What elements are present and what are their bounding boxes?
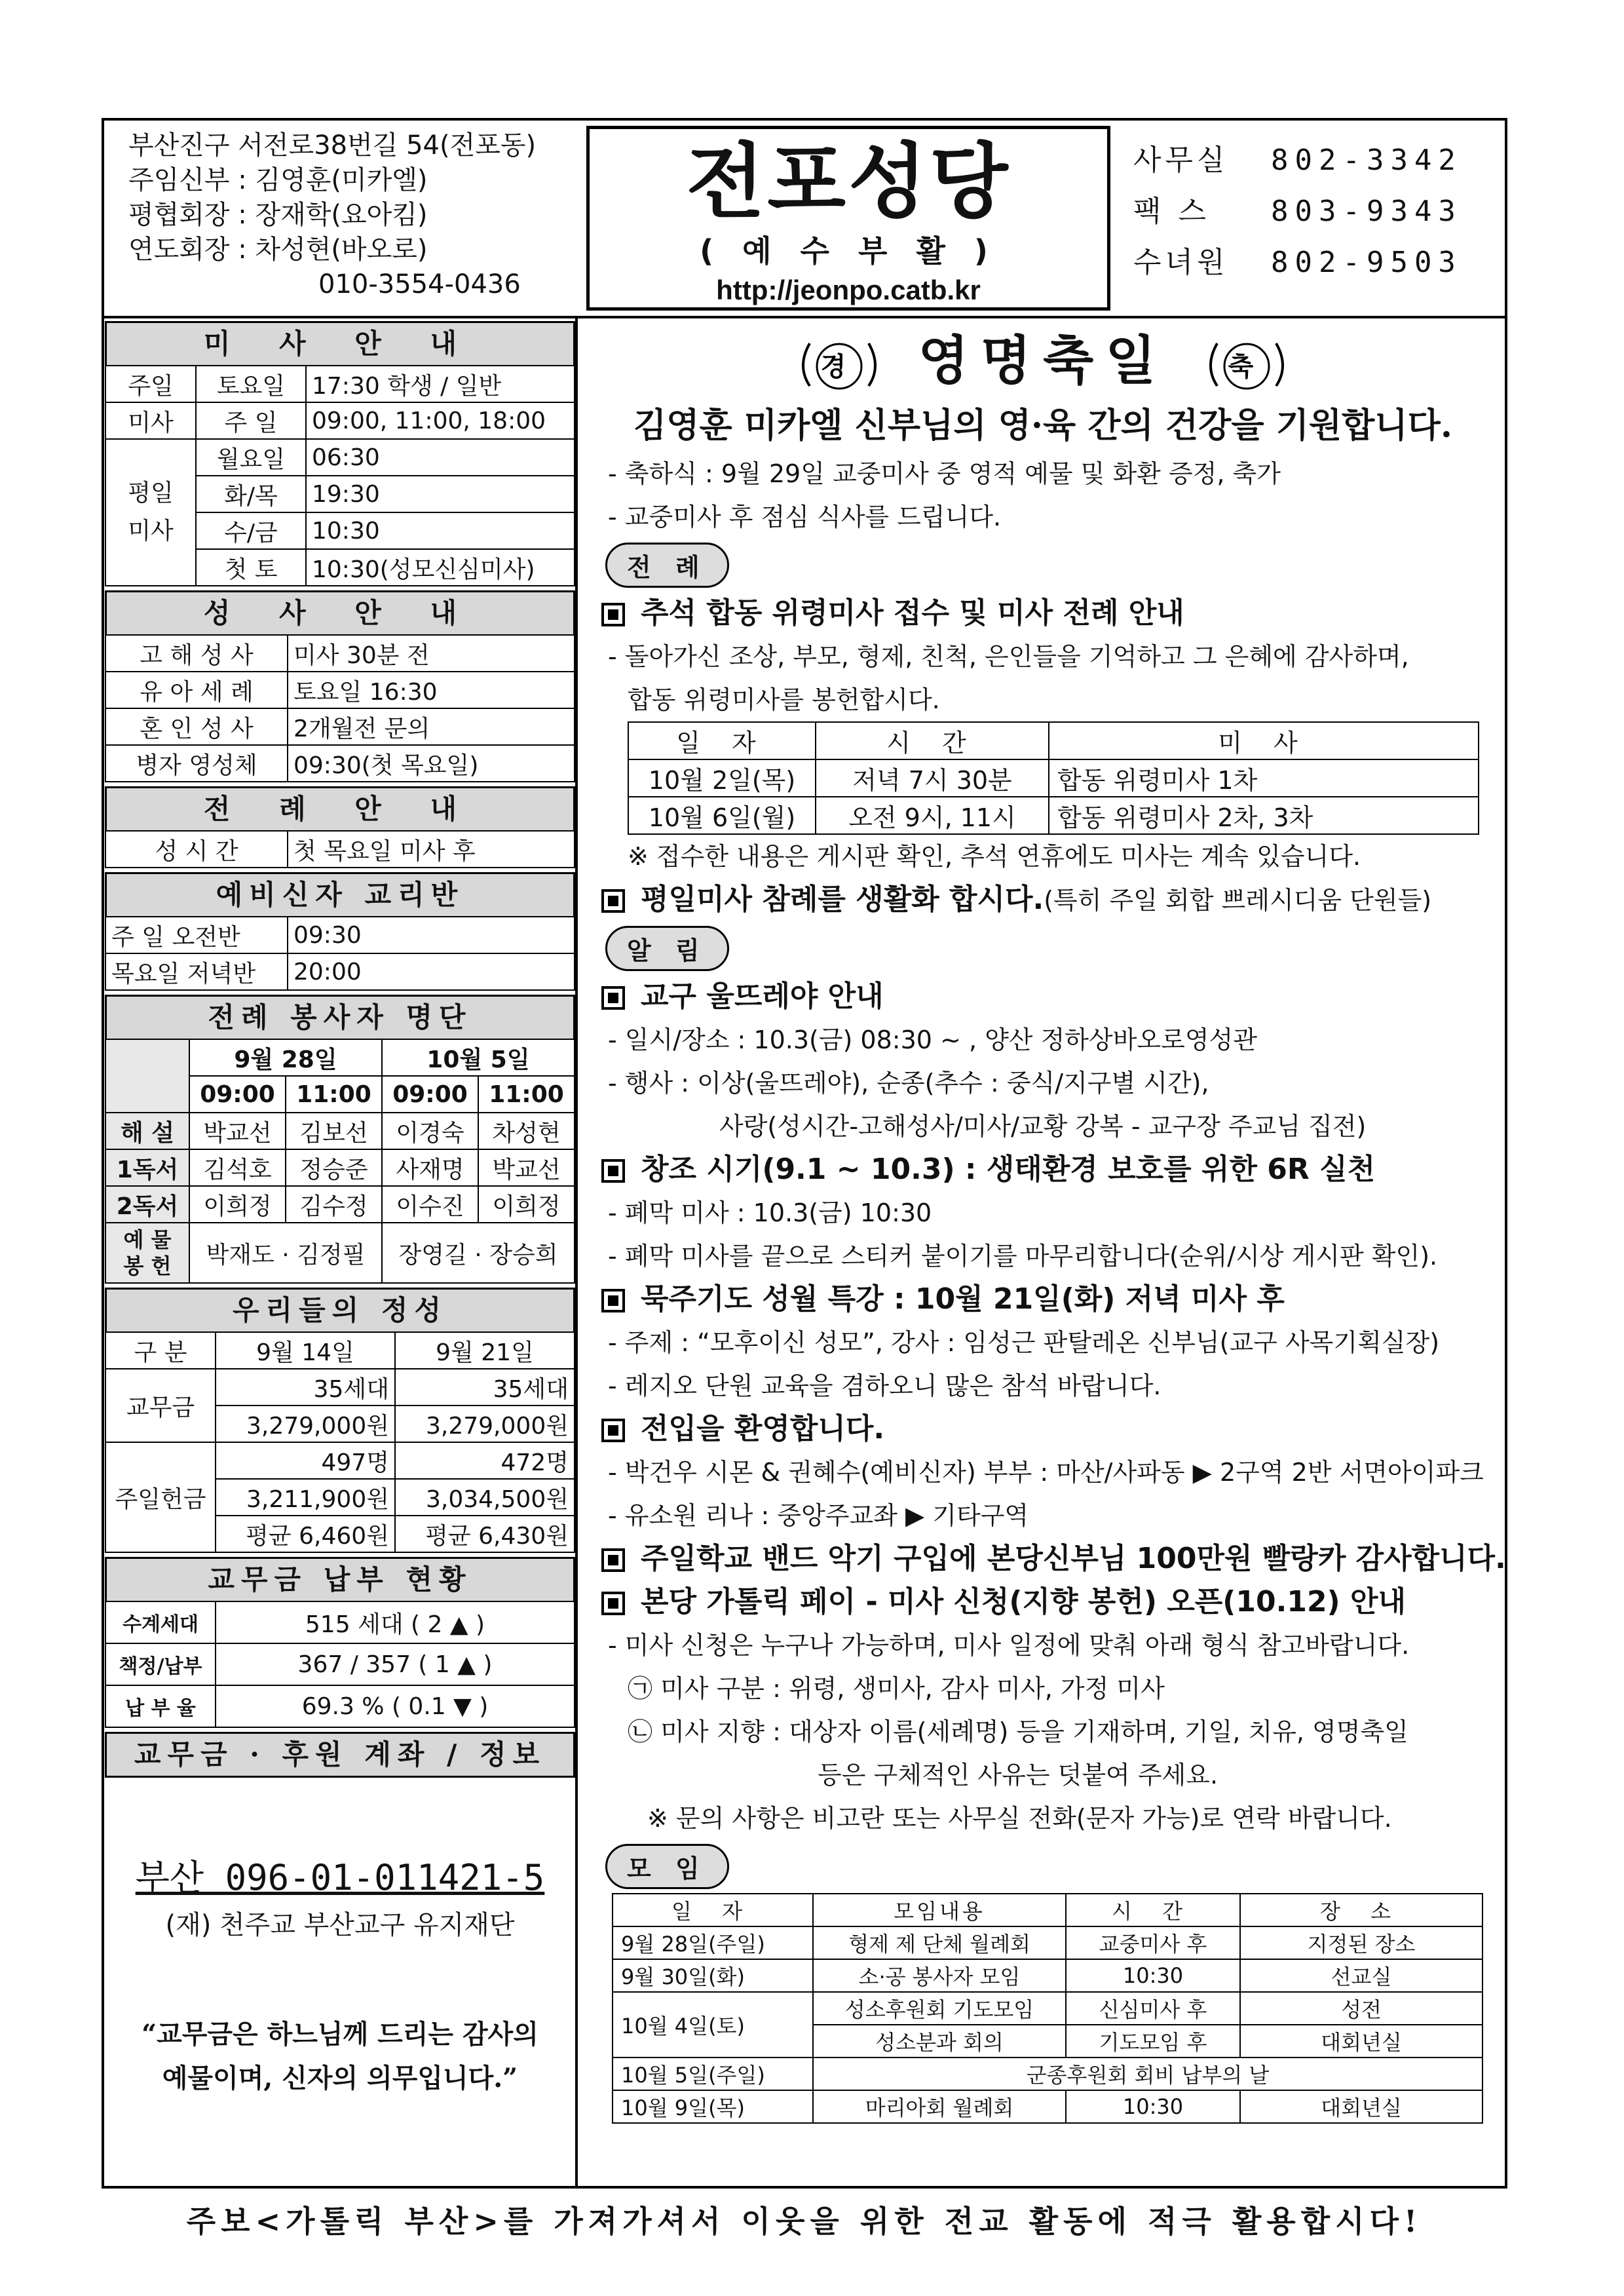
laurel-left-icon — [790, 334, 888, 396]
meeting-pill: 모 임 — [605, 1844, 729, 1889]
left-column — [105, 321, 575, 2158]
weekday-heading — [582, 878, 1504, 922]
meeting-cell: 소·공 봉사자 모임 — [813, 1959, 1066, 1992]
servers-corner — [105, 1039, 189, 1113]
right-column — [582, 321, 1504, 2124]
contact-convent — [1133, 237, 1500, 288]
table-row — [613, 2057, 1482, 2090]
dues-name: 수계세대 — [105, 1601, 216, 1643]
table-row — [105, 635, 575, 672]
square-bullet-icon — [601, 1289, 625, 1312]
meeting-cell: 10월 9일(목) — [613, 2090, 813, 2123]
rosary-heading — [582, 1278, 1504, 1321]
rosary-heading-text: 묵주기도 성월 특강 : 10월 21일(화) 저녁 미사 후 — [641, 1282, 1285, 1316]
table-row — [105, 1223, 575, 1283]
liturgy-pill: 전 례 — [605, 543, 729, 588]
table-row — [105, 745, 575, 782]
meeting-cell: 교중미사 후 — [1066, 1926, 1240, 1959]
header-divider — [102, 316, 1507, 318]
offering-value: 평균 6,430원 — [395, 1516, 575, 1552]
server-name: 박교선 — [189, 1113, 286, 1149]
table-row — [105, 1685, 575, 1727]
table-row — [628, 797, 1479, 834]
server-role: 2독서 — [105, 1186, 189, 1223]
table-row — [105, 917, 575, 953]
mass-day: 첫 토 — [196, 549, 306, 586]
square-bullet-icon — [601, 1419, 625, 1442]
memorial-cell: 10월 6일(월) — [628, 797, 816, 834]
meeting-cell: 9월 30일(화) — [613, 1959, 813, 1992]
offering-value: 3,279,000원 — [216, 1406, 395, 1442]
meeting-col: 모임내용 — [813, 1894, 1066, 1926]
creation-heading — [582, 1148, 1504, 1191]
table-row — [105, 1643, 575, 1685]
account-heading: 교무금 · 후원 계좌 / 정보 — [105, 1732, 575, 1776]
sacrament-table — [105, 634, 575, 782]
server-role: 1독서 — [105, 1149, 189, 1186]
meeting-cell: 신심미사 후 — [1066, 1992, 1240, 2025]
feast-line: - 축하식 : 9월 29일 교중미사 중 영적 예물 및 화환 증정, 축가 — [608, 459, 1281, 488]
server-name: 김보선 — [286, 1113, 382, 1149]
meeting-cell: 10:30 — [1066, 1959, 1240, 1992]
table-row — [628, 722, 1479, 759]
column-divider — [575, 316, 578, 2189]
creation-line: - 폐막 미사를 끝으로 스티커 붙이기를 마무리합니다(순위/시상 게시판 확인). — [608, 1242, 1438, 1271]
catechumen-value: 09:30 — [288, 917, 575, 953]
square-bullet-icon — [601, 603, 625, 626]
table-row — [105, 831, 575, 868]
table-row — [628, 759, 1479, 797]
parish-title: 전포성당 — [686, 134, 1011, 229]
pay-line: ㉠ 미사 구분 : 위령, 생미사, 감사 미사, 가정 미사 — [628, 1674, 1165, 1703]
contact-number: 802-9503 — [1271, 246, 1462, 279]
thanks-heading-text: 주일학교 밴드 악기 구입에 본당신부님 100만원 빨랑카 감사합니다. — [641, 1542, 1506, 1575]
meeting-cell: 성소후원회 기도모임 — [813, 1992, 1066, 2025]
meeting-col: 시 간 — [1066, 1894, 1240, 1926]
sacrament-name: 혼 인 성 사 — [105, 708, 288, 745]
sacrament-value: 토요일 16:30 — [288, 672, 575, 708]
server-name: 이수진 — [382, 1186, 478, 1223]
server-name: 정승준 — [286, 1149, 382, 1186]
mass-time: 10:30 — [306, 512, 575, 549]
parish-info — [105, 122, 576, 316]
meeting-cell: 지정된 장소 — [1240, 1926, 1482, 1959]
sacrament-name: 고 해 성 사 — [105, 635, 288, 672]
dues-value: 367 / 357 ( 1 ▲ ) — [216, 1643, 575, 1685]
square-bullet-icon — [601, 1159, 625, 1183]
contact-label: 사무실 — [1133, 144, 1229, 177]
pay-line: 등은 구체적인 사유는 덧붙여 주세요. — [818, 1761, 1218, 1789]
mass-day: 월요일 — [196, 439, 306, 476]
memorial-note: ※ 접수한 내용은 게시판 확인, 추석 연휴에도 미사는 계속 있습니다. — [628, 842, 1361, 871]
memorial-heading — [582, 592, 1504, 635]
offering-value: 35세대 — [395, 1369, 575, 1406]
offering-value: 3,211,900원 — [216, 1479, 395, 1516]
mass-group-weekday — [105, 439, 196, 586]
pay-line: ※ 문의 사항은 비고란 또는 사무실 전화(문자 가능)로 연락 바랍니다. — [647, 1804, 1392, 1833]
creation-heading-text: 창조 시기(9.1 ~ 10.3) : 생태환경 보호를 위한 6R 실천 — [641, 1153, 1376, 1186]
meeting-col: 일 자 — [613, 1894, 813, 1926]
memorial-col: 미 사 — [1049, 722, 1479, 759]
feast-banner — [582, 321, 1504, 400]
weekday-heading-text: 평일미사 참례를 생활화 합시다. — [641, 883, 1044, 916]
server-name: 이희정 — [478, 1186, 575, 1223]
sacrament-value: 09:30(첫 목요일) — [288, 745, 575, 782]
offering-label: 교무금 — [105, 1369, 216, 1442]
table-row — [105, 953, 575, 990]
catechumen-name: 목요일 저녁반 — [105, 953, 288, 990]
memorial-cell: 10월 2일(목) — [628, 759, 816, 797]
table-row — [105, 1601, 575, 1643]
pay-heading — [582, 1580, 1504, 1624]
liturgy-heading: 전 례 안 내 — [105, 786, 575, 830]
offering-value: 497명 — [216, 1442, 395, 1479]
server-role: 예 물 봉 헌 — [105, 1223, 189, 1283]
feast-line: - 교중미사 후 점심 식사를 드립니다. — [608, 503, 1002, 531]
mass-time: 06:30 — [306, 439, 575, 476]
notice-pill: 알 림 — [605, 926, 729, 971]
contact-list — [1133, 135, 1500, 288]
server-name: 김수정 — [286, 1186, 382, 1223]
contact-label: 수녀원 — [1133, 246, 1229, 279]
square-bullet-icon — [601, 1548, 625, 1572]
server-name: 김석호 — [189, 1149, 286, 1186]
server-time: 11:00 — [478, 1076, 575, 1113]
footer-message: 주보<가톨릭 부산>를 가져가셔서 이웃을 위한 전교 활동에 적극 활용합시다! — [186, 2204, 1423, 2239]
ultreya-line: - 행사 : 이상(울뜨레야), 순종(추수 : 중식/지구별 시간), — [608, 1069, 1209, 1098]
offering-col: 9월 14일 — [216, 1332, 395, 1369]
table-row — [105, 1149, 575, 1186]
welcome-line: - 박건우 시몬 & 권혜수(예비신자) 부부 : 마산/사파동 ▶ 2구역 2반 서면아이파크 — [608, 1458, 1484, 1487]
sacrament-value: 2개월전 문의 — [288, 708, 575, 745]
server-time: 09:00 — [382, 1076, 478, 1113]
server-name: 박재도 · 김정필 — [189, 1223, 382, 1283]
welcome-heading-text: 전입을 환영합니다. — [641, 1412, 885, 1445]
meeting-cell: 성전 — [1240, 1992, 1482, 2025]
mass-heading: 미 사 안 내 — [105, 321, 575, 365]
mass-group: 미사 — [128, 518, 174, 545]
welcome-line: - 유소원 리나 : 중앙주교좌 ▶ 기타구역 — [608, 1501, 1029, 1530]
square-bullet-icon — [601, 986, 625, 1010]
pay-line: ㉡ 미사 지향 : 대상자 이름(세례명) 등을 기재하며, 기일, 치유, 영명축일 — [628, 1717, 1408, 1746]
mass-group: 주일 — [105, 366, 196, 402]
feast-wish: 김영훈 미카엘 신부님의 영·육 간의 건강을 기원합니다. — [633, 406, 1452, 446]
dues-value: 515 세대 ( 2 ▲ ) — [216, 1601, 575, 1643]
pastor: 주임신부 : 김영훈(미카엘) — [128, 165, 428, 195]
offering-col: 9월 21일 — [395, 1332, 575, 1369]
memorial-col: 시 간 — [816, 722, 1049, 759]
rosary-line: - 레지오 단원 교육을 겸하오니 많은 참석 바랍니다. — [608, 1371, 1161, 1400]
memorial-heading-text: 추석 합동 위령미사 접수 및 미사 전례 안내 — [641, 596, 1184, 630]
account-number: 부산 096-01-011421-5 — [135, 1857, 545, 1898]
table-row — [105, 1442, 575, 1479]
meeting-cell: 10월 4일(토) — [613, 1992, 813, 2057]
address: 부산진구 서전로38번길 54(전포동) — [128, 130, 537, 161]
table-row — [105, 1332, 575, 1369]
meeting-table — [612, 1893, 1483, 2124]
server-name: 차성현 — [478, 1113, 575, 1149]
meeting-cell: 9월 28일(주일) — [613, 1926, 813, 1959]
laurel-right-icon — [1198, 334, 1296, 396]
parish-url[interactable]: http://jeonpo.catb.kr — [716, 275, 981, 305]
welcome-heading — [582, 1407, 1504, 1451]
account-box — [105, 1776, 575, 2158]
council-president: 평협회장 : 장재학(요아킴) — [128, 200, 428, 230]
table-row — [613, 1926, 1482, 1959]
offering-value: 3,034,500원 — [395, 1479, 575, 1516]
meeting-cell: 형제 제 단체 월례회 — [813, 1926, 1066, 1959]
servers-heading: 전례 봉사자 명단 — [105, 995, 575, 1039]
contact-number: 802-3342 — [1271, 144, 1462, 177]
table-row — [613, 1959, 1482, 1992]
parish-subtitle: ( 예 수 부 활 ) — [700, 233, 997, 269]
feast-right-badge: 축 — [1228, 351, 1266, 383]
memorial-cell: 저녁 7시 30분 — [816, 759, 1049, 797]
contact-label: 팩 스 — [1133, 195, 1210, 228]
dues-name: 납 부 율 — [105, 1685, 216, 1727]
table-row — [105, 708, 575, 745]
table-row — [105, 1039, 575, 1076]
pay-line: - 미사 신청은 누구나 가능하며, 미사 일정에 맞춰 아래 형식 참고바랍니다. — [608, 1631, 1410, 1660]
sacrament-name: 병자 영성체 — [105, 745, 288, 782]
dues-value: 69.3 % ( 0.1 ▼ ) — [216, 1685, 575, 1727]
offering-label: 주일헌금 — [105, 1442, 216, 1552]
catechumen-heading: 예비신자 교리반 — [105, 872, 575, 916]
offering-value: 3,279,000원 — [395, 1406, 575, 1442]
server-time: 09:00 — [189, 1076, 286, 1113]
liturgy-table — [105, 830, 575, 868]
ultreya-line: 사랑(성시간-고해성사/미사/교황 강복 - 교구장 주교님 집전) — [719, 1112, 1367, 1141]
creation-line: - 폐막 미사 : 10.3(금) 10:30 — [608, 1198, 932, 1227]
server-date: 9월 28일 — [189, 1039, 382, 1076]
thanks-heading — [582, 1537, 1504, 1580]
table-row — [105, 366, 575, 402]
memorial-cell: 오전 9시, 11시 — [816, 797, 1049, 834]
table-row — [105, 1369, 575, 1406]
dues-table — [105, 1601, 575, 1728]
meeting-cell: 10월 5일(주일) — [613, 2057, 813, 2090]
meeting-cell: 선교실 — [1240, 1959, 1482, 1992]
mass-time: 17:30 학생 / 일반 — [306, 366, 575, 402]
offering-value: 평균 6,460원 — [216, 1516, 395, 1552]
meeting-cell: 기도모임 후 — [1066, 2025, 1240, 2057]
contact-number: 803-9343 — [1271, 195, 1462, 228]
meeting-cell: 대회년실 — [1240, 2025, 1482, 2057]
liturgy-name: 성 시 간 — [105, 831, 288, 868]
mass-day: 수/금 — [196, 512, 306, 549]
ultreya-line: - 일시/장소 : 10.3(금) 08:30 ~ , 양산 정하상바오로영성관 — [608, 1025, 1257, 1054]
mass-day: 토요일 — [196, 366, 306, 402]
meeting-cell: 군종후원회 회비 납부의 날 — [813, 2057, 1482, 2090]
dues-heading: 교무금 납부 현황 — [105, 1557, 575, 1601]
table-row — [105, 402, 575, 439]
table-row — [613, 1992, 1482, 2025]
offering-heading: 우리들의 정성 — [105, 1288, 575, 1331]
meeting-cell: 성소분과 회의 — [813, 2025, 1066, 2057]
offering-value: 472명 — [395, 1442, 575, 1479]
memorial-cell: 합동 위령미사 1차 — [1049, 759, 1479, 797]
server-name: 이경숙 — [382, 1113, 478, 1149]
ultreya-heading-text: 교구 울뜨레야 안내 — [641, 980, 884, 1013]
contact-office — [1133, 135, 1500, 186]
mass-table — [105, 365, 575, 586]
catechumen-table — [105, 916, 575, 991]
account-quote-1: “교무금은 하느님께 드리는 감사의 — [142, 2019, 538, 2050]
catechumen-value: 20:00 — [288, 953, 575, 990]
account-quote-2: 예물이며, 신자의 의무입니다.” — [162, 2063, 518, 2094]
meeting-cell: 대회년실 — [1240, 2090, 1482, 2123]
account-holder: (재) 천주교 부산교구 유지재단 — [165, 1910, 515, 1940]
yeondo-president: 연도회장 : 차성현(바오로) — [128, 235, 428, 265]
mass-group: 미사 — [105, 402, 196, 439]
feast-left-badge: 경 — [820, 351, 858, 383]
memorial-table — [628, 721, 1479, 835]
server-name: 박교선 — [478, 1149, 575, 1186]
title-box — [586, 126, 1110, 311]
memorial-col: 일 자 — [628, 722, 816, 759]
server-time: 11:00 — [286, 1076, 382, 1113]
dues-name: 책정/납부 — [105, 1643, 216, 1685]
offering-table — [105, 1331, 575, 1553]
square-bullet-icon — [601, 889, 625, 913]
weekday-suffix: (특히 주일 회합 쁘레시디움 단원들) — [1044, 886, 1432, 915]
contact-fax — [1133, 186, 1500, 237]
feast-title: 영명축일 — [918, 330, 1168, 391]
rosary-line: - 주제 : “모후이신 성모”, 강사 : 임성근 판탈레온 신부님(교구 사목기획실장) — [608, 1328, 1440, 1357]
server-role: 해 설 — [105, 1113, 189, 1149]
table-row — [105, 439, 575, 476]
table-row — [105, 1113, 575, 1149]
server-name: 장영길 · 장승희 — [382, 1223, 575, 1283]
mass-time: 19:30 — [306, 476, 575, 512]
liturgy-value: 첫 목요일 미사 후 — [288, 831, 575, 868]
offering-value: 35세대 — [216, 1369, 395, 1406]
table-row — [105, 1186, 575, 1223]
yeondo-phone: 010-3554-0436 — [318, 269, 521, 299]
table-row — [613, 2090, 1482, 2123]
ultreya-heading — [582, 975, 1504, 1018]
meeting-col: 장 소 — [1240, 1894, 1482, 1926]
mass-day: 주 일 — [196, 402, 306, 439]
sacrament-heading: 성 사 안 내 — [105, 590, 575, 634]
table-row — [613, 1894, 1482, 1926]
mass-group: 평일 — [128, 480, 174, 507]
memorial-line: 합동 위령미사를 봉헌합시다. — [628, 685, 940, 714]
sacrament-name: 유 아 세 례 — [105, 672, 288, 708]
mass-time: 09:00, 11:00, 18:00 — [306, 402, 575, 439]
meeting-cell: 마리아회 월례회 — [813, 2090, 1066, 2123]
memorial-cell: 합동 위령미사 2차, 3차 — [1049, 797, 1479, 834]
server-name: 사재명 — [382, 1149, 478, 1186]
meeting-cell: 10:30 — [1066, 2090, 1240, 2123]
server-name: 이희정 — [189, 1186, 286, 1223]
square-bullet-icon — [601, 1592, 625, 1615]
server-date: 10월 5일 — [382, 1039, 575, 1076]
offering-col: 구 분 — [105, 1332, 216, 1369]
memorial-line: - 돌아가신 조상, 부모, 형제, 친척, 은인들을 기억하고 그 은혜에 감사하며, — [608, 642, 1409, 671]
sacrament-value: 미사 30분 전 — [288, 635, 575, 672]
table-row — [105, 672, 575, 708]
catechumen-name: 주 일 오전반 — [105, 917, 288, 953]
mass-day: 화/목 — [196, 476, 306, 512]
servers-table — [105, 1039, 575, 1284]
pay-heading-text: 본당 가톨릭 페이 - 미사 신청(지향 봉헌) 오픈(10.12) 안내 — [641, 1585, 1406, 1618]
mass-time: 10:30(성모신심미사) — [306, 549, 575, 586]
